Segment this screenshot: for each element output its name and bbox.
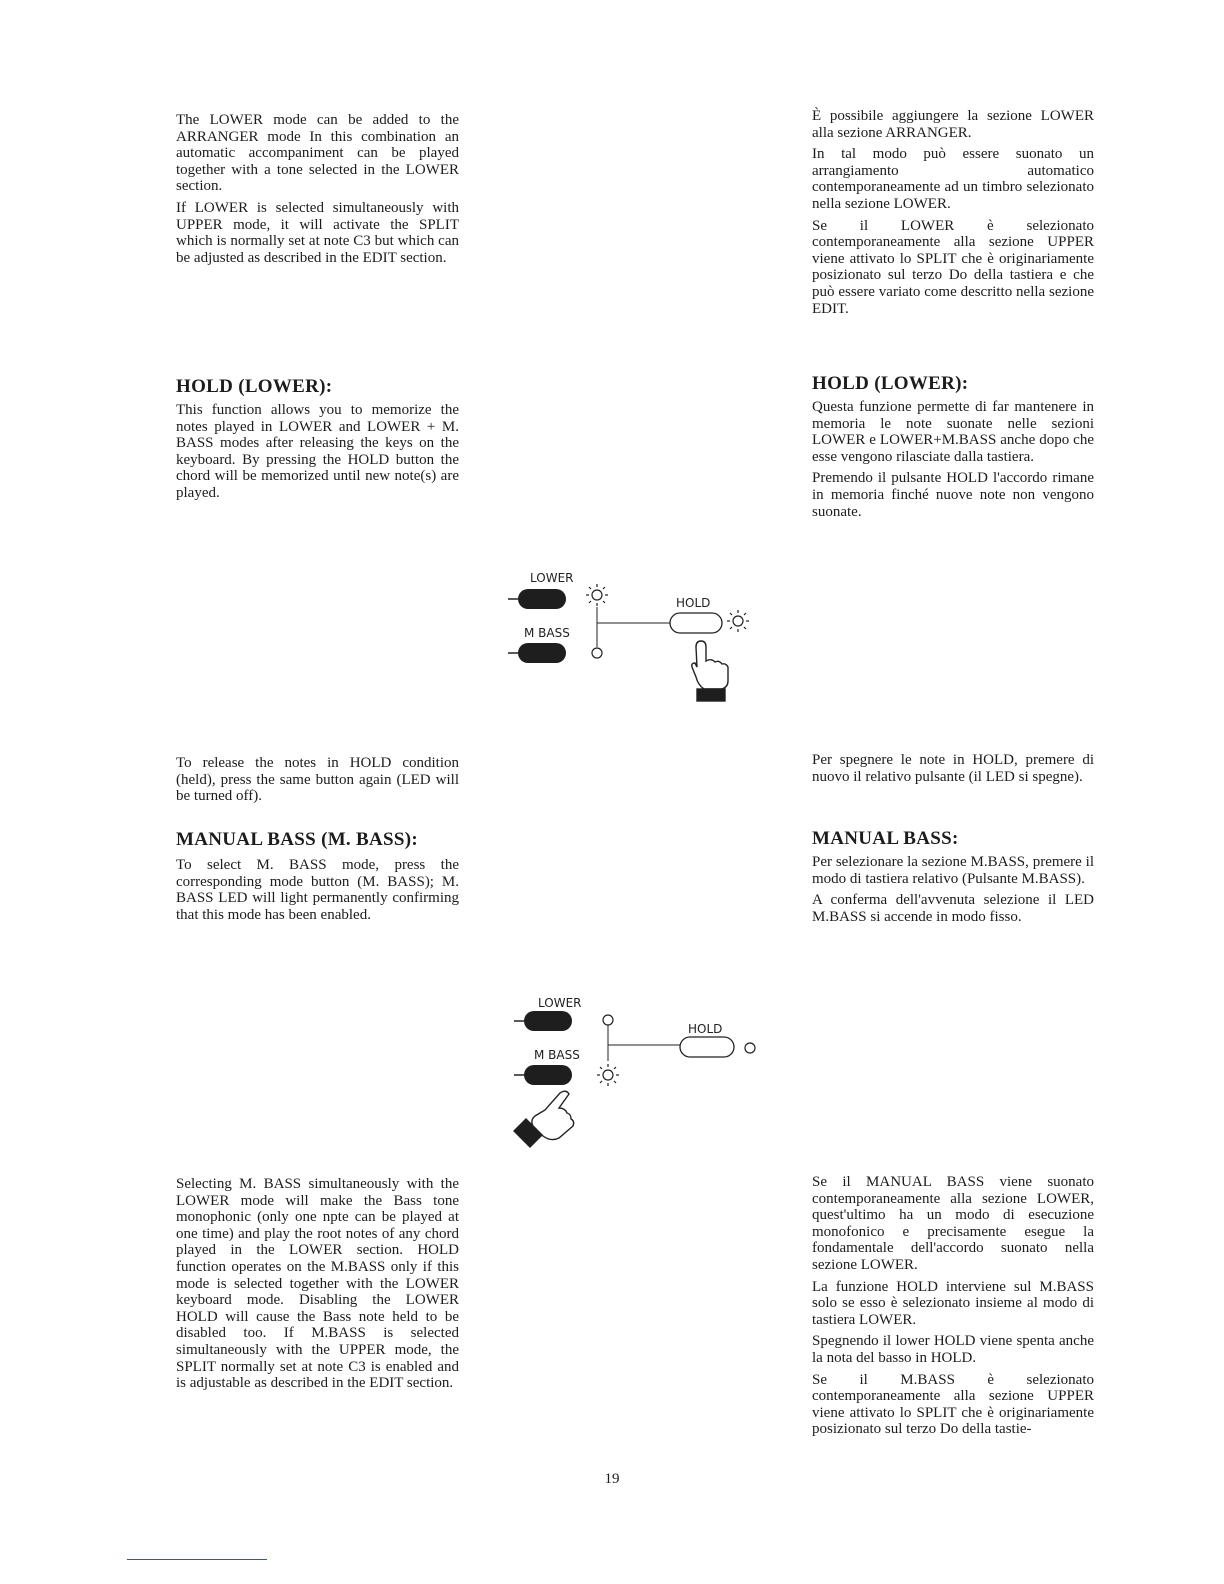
left-hold-text: This function allows you to memorize the notes played in LOWER and LOWER + M. BASS modes after releasing the keys on the keyboard. By pressing the HOLD button the chord will be memorized until new note(s) are played.	[176, 402, 459, 501]
pointing-hand-icon	[692, 641, 728, 701]
right-intro-p1: È possibile aggiungere la sezione LOWER alla sezione ARRANGER.	[812, 108, 1094, 141]
diagram2-mbass-label: M BASS	[534, 1048, 580, 1062]
right-selecting-section	[812, 1174, 1094, 1443]
right-selecting-p2: La funzione HOLD interviene sul M.BASS solo se esso è selezionato insieme al modo di tastiera LOWER.	[812, 1278, 1094, 1328]
right-hold-section	[812, 399, 1094, 525]
lower-button[interactable]	[518, 589, 566, 609]
manual-bass-diagram	[500, 993, 770, 1158]
hold-button-2[interactable]	[680, 1037, 734, 1057]
lower-button-2[interactable]	[524, 1011, 572, 1031]
right-selecting-p3: Spegnendo il lower HOLD viene spenta anche la nota del basso in HOLD.	[812, 1333, 1094, 1366]
left-hold-heading: HOLD (LOWER):	[176, 376, 333, 397]
left-intro-p2: If LOWER is selected simultaneously with UPPER mode, it will activate the SPLIT which is normally set at note C3 but which can be adjusted as described in the EDIT section.	[176, 199, 459, 266]
left-intro	[176, 112, 459, 271]
hold-led-lit-icon	[727, 610, 749, 632]
diagram2-hold-label: HOLD	[688, 1022, 723, 1036]
diagram2-lower-label: LOWER	[538, 996, 582, 1010]
left-release-section	[176, 755, 459, 810]
right-hold-text-p2: Premendo il pulsante HOLD l'accordo rimane in memoria finché nuove note non vengono suonate.	[812, 470, 1094, 520]
lower-led-off-icon	[603, 1015, 613, 1025]
right-hold-text-p1: Questa funzione permette di far mantenere in memoria le note suonate nelle sezioni LOWER e LOWER+M.BASS anche dopo che esse vengono rilasciate dalla tastiera.	[812, 399, 1094, 465]
hold-lower-diagram	[500, 565, 770, 710]
right-mbass-section	[812, 854, 1094, 930]
page-number: 19	[604, 1471, 620, 1487]
right-selecting-p1: Se il MANUAL BASS viene suonato contemporaneamente alla sezione LOWER, quest'ultimo ha un modo di esecuzione monofonico e precisamente esegue la fondamentale dell'accordo suonato nella sezione LOWER.	[812, 1174, 1094, 1273]
right-mbass-text-p1: Per selezionare la sezione M.BASS, premere il modo di tastiera relativo (Pulsante M.BASS).	[812, 854, 1094, 887]
mbass-button[interactable]	[518, 643, 566, 663]
hold-led-off-icon	[745, 1043, 755, 1053]
pointing-hand-icon-2	[514, 1091, 574, 1147]
left-mbass-heading: MANUAL BASS (M. BASS):	[176, 829, 419, 850]
mbass-led-off-icon	[592, 648, 602, 658]
left-mbass-section	[176, 857, 459, 928]
diagram1-hold-label: HOLD	[676, 596, 711, 610]
left-intro-p1: The LOWER mode can be added to the ARRANGER mode In this combination an automatic accompaniment can be played together with a tone selected in the LOWER section.	[176, 112, 459, 195]
right-selecting-p4: Se il M.BASS è selezionato contemporaneamente alla sezione UPPER viene attivato lo SPLIT che è originariamente posizionato sul terzo Do della tastie-	[812, 1371, 1094, 1438]
mbass-led-lit-icon	[597, 1064, 619, 1086]
hold-button[interactable]	[670, 613, 722, 633]
left-selecting-text: Selecting M. BASS simultaneously with the LOWER mode will make the Bass tone monophonic (only one npte can be played at one time) and play the root notes of any chord played in the LOWER section. HOLD function operates on the M.BASS only if this mode is selected together with the LOWER keyboard mode. Disabling the LOWER HOLD will cause the Bass note held to be disabled too. If M.BASS is selected simultaneously with the UPPER mode, the SPLIT normally set at note C3 is enabled and is adjustable as described in the EDIT section.	[176, 1176, 459, 1392]
left-hold-section	[176, 402, 459, 507]
right-mbass-text-p2: A conferma dell'avvenuta selezione il LED M.BASS si accende in modo fisso.	[812, 892, 1094, 925]
left-mbass-text: To select M. BASS mode, press the corresponding mode button (M. BASS); M. BASS LED will light permanently confirming that this mode has been enabled.	[176, 857, 459, 923]
right-hold-heading: HOLD (LOWER):	[812, 373, 969, 394]
right-release-section	[812, 752, 1094, 790]
lower-led-lit-icon	[586, 584, 608, 606]
right-intro-p2: In tal modo può essere suonato un arrangiamento automatico contemporaneamente ad un timbro selezionato nella sezione LOWER.	[812, 146, 1094, 212]
diagram1-mbass-label: M BASS	[524, 626, 570, 640]
right-intro-p3: Se il LOWER è selezionato contemporaneamente alla sezione UPPER viene attivato lo SPLIT che è originariamente posizionato sul terzo Do della tastiera e che può essere variato come descritto nella sezione EDIT.	[812, 217, 1094, 317]
mbass-button-2[interactable]	[524, 1065, 572, 1085]
right-release-text: Per spegnere le note in HOLD, premere di nuovo il relativo pulsante (il LED si spegne).	[812, 752, 1094, 785]
diagram1-lower-label: LOWER	[530, 571, 574, 585]
footer-rule	[127, 1559, 267, 1560]
right-mbass-heading: MANUAL BASS:	[812, 828, 959, 849]
left-selecting-section	[176, 1176, 459, 1397]
left-release-text: To release the notes in HOLD condition (held), press the same button again (LED will be turned off).	[176, 755, 459, 805]
right-intro	[812, 108, 1094, 322]
